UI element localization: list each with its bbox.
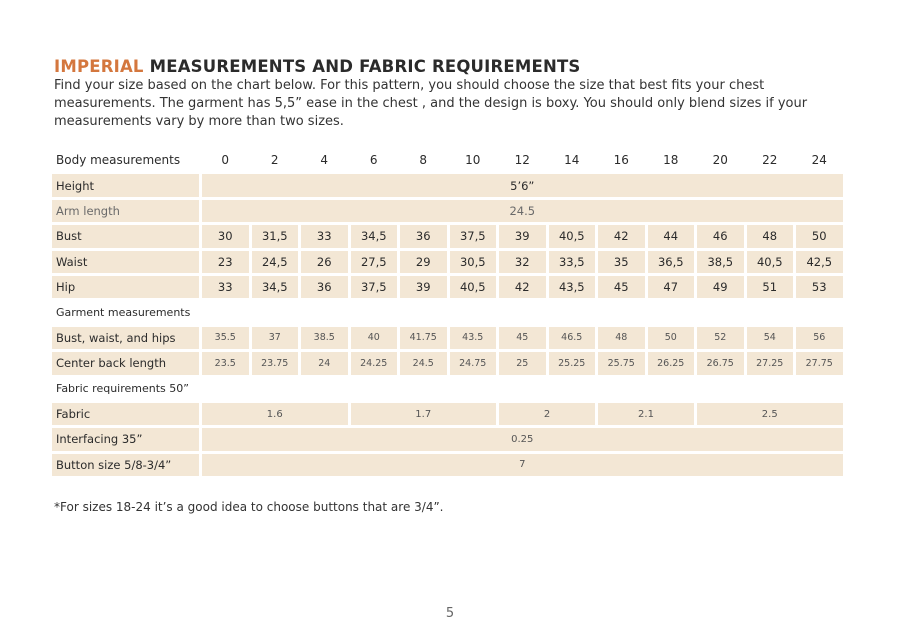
table-cell: 38.5 bbox=[301, 327, 348, 349]
section-heading-row bbox=[52, 378, 843, 400]
table-cell: 42 bbox=[598, 225, 645, 247]
table-cell: 54 bbox=[747, 327, 794, 349]
table-cell: 37 bbox=[252, 327, 299, 349]
table-cell: 49 bbox=[697, 276, 744, 298]
table-cell: 0.25 bbox=[202, 428, 843, 450]
row-label: Height bbox=[52, 174, 199, 196]
row-label: Center back length bbox=[52, 352, 199, 374]
table-cell: 42,5 bbox=[796, 251, 843, 273]
size-header: 24 bbox=[811, 153, 827, 168]
table-cell: 25.25 bbox=[549, 352, 596, 374]
table-cell: 31,5 bbox=[252, 225, 299, 247]
table-cell: 40,5 bbox=[450, 276, 497, 298]
table-cell: 42 bbox=[499, 276, 546, 298]
table-cell: 40,5 bbox=[747, 251, 794, 273]
size-header: 6 bbox=[369, 153, 378, 168]
size-header: 4 bbox=[320, 153, 329, 168]
table-cell: 23.75 bbox=[252, 352, 299, 374]
table-cell: 24.25 bbox=[351, 352, 398, 374]
table-cell: 27.75 bbox=[796, 352, 843, 374]
table-cell: 37,5 bbox=[351, 276, 398, 298]
size-header: 14 bbox=[564, 153, 580, 168]
title-accent: IMPERIAL bbox=[54, 57, 144, 76]
table-cell: 1.6 bbox=[202, 403, 348, 425]
header-label: Body measurements bbox=[56, 153, 181, 168]
button-size-row bbox=[52, 454, 843, 476]
table-cell: 24.5 bbox=[400, 352, 447, 374]
table-cell: 50 bbox=[648, 327, 695, 349]
table-cell: 33 bbox=[301, 225, 348, 247]
table-cell: 39 bbox=[400, 276, 447, 298]
page-number: 5 bbox=[445, 606, 455, 621]
table-cell: 34,5 bbox=[252, 276, 299, 298]
table-cell: 40,5 bbox=[549, 225, 596, 247]
table-cell: 52 bbox=[697, 327, 744, 349]
table-cell: 43,5 bbox=[549, 276, 596, 298]
table-cell: 27.25 bbox=[747, 352, 794, 374]
size-header: 10 bbox=[465, 153, 481, 168]
table-cell: 45 bbox=[598, 276, 645, 298]
table-cell: 2.5 bbox=[697, 403, 843, 425]
size-header: 8 bbox=[419, 153, 428, 168]
table-cell: 41.75 bbox=[400, 327, 447, 349]
table-cell: 47 bbox=[648, 276, 695, 298]
table-cell: 36 bbox=[301, 276, 348, 298]
row-label: Bust bbox=[52, 225, 199, 247]
table-cell: 35.5 bbox=[202, 327, 249, 349]
intro-line: measurements vary by more than two sizes. bbox=[54, 114, 344, 129]
size-header: 18 bbox=[663, 153, 679, 168]
table-cell: 50 bbox=[796, 225, 843, 247]
height-row bbox=[52, 174, 843, 196]
table-cell: 7 bbox=[202, 454, 843, 476]
center-back-row bbox=[52, 352, 843, 374]
table-cell: 40 bbox=[351, 327, 398, 349]
table-cell: 44 bbox=[648, 225, 695, 247]
table-cell: 24,5 bbox=[252, 251, 299, 273]
garment-bust-row bbox=[52, 327, 843, 349]
fabric-row bbox=[52, 403, 843, 425]
table-cell: 25.75 bbox=[598, 352, 645, 374]
table-cell: 24 bbox=[301, 352, 348, 374]
table-cell: 53 bbox=[796, 276, 843, 298]
table-cell: 23.5 bbox=[202, 352, 249, 374]
interfacing-row bbox=[52, 428, 843, 450]
table-cell: 1.7 bbox=[351, 403, 497, 425]
arm-length-row bbox=[52, 200, 843, 222]
table-cell: 48 bbox=[598, 327, 645, 349]
section-heading: Fabric requirements 50” bbox=[56, 382, 189, 396]
table-cell: 32 bbox=[499, 251, 546, 273]
table-cell: 25 bbox=[499, 352, 546, 374]
table-cell: 26.25 bbox=[648, 352, 695, 374]
section-heading-row bbox=[52, 301, 843, 323]
table-cell: 46.5 bbox=[549, 327, 596, 349]
row-label: Hip bbox=[52, 276, 199, 298]
page-title bbox=[54, 57, 581, 76]
table-cell: 29 bbox=[400, 251, 447, 273]
section-heading: Garment measurements bbox=[56, 306, 191, 320]
size-header: 16 bbox=[613, 153, 629, 168]
table-cell: 51 bbox=[747, 276, 794, 298]
table-cell: 2.1 bbox=[598, 403, 694, 425]
table-cell: 39 bbox=[499, 225, 546, 247]
row-label: Bust, waist, and hips bbox=[52, 327, 199, 349]
title-rest: MEASUREMENTS AND FABRIC REQUIREMENTS bbox=[143, 57, 581, 76]
table-cell: 45 bbox=[499, 327, 546, 349]
intro-text bbox=[54, 77, 854, 131]
table-cell: 27,5 bbox=[351, 251, 398, 273]
footnote: *For sizes 18-24 it’s a good idea to choose buttons that are 3/4”. bbox=[54, 500, 444, 514]
table-cell: 34,5 bbox=[351, 225, 398, 247]
waist-row bbox=[52, 251, 843, 273]
table-cell: 33,5 bbox=[549, 251, 596, 273]
table-cell: 23 bbox=[202, 251, 249, 273]
intro-line: measurements. The garment has 5,5” ease in the chest , and the design is boxy. You should only blend sizes if your bbox=[54, 96, 808, 111]
table-cell: 37,5 bbox=[450, 225, 497, 247]
size-header: 2 bbox=[270, 153, 279, 168]
table-cell: 43.5 bbox=[450, 327, 497, 349]
size-header: 0 bbox=[221, 153, 230, 168]
table-cell: 33 bbox=[202, 276, 249, 298]
table-cell: 26 bbox=[301, 251, 348, 273]
hip-row bbox=[52, 276, 843, 298]
table-cell: 2 bbox=[499, 403, 595, 425]
table-cell: 24.75 bbox=[450, 352, 497, 374]
table-cell: 30,5 bbox=[450, 251, 497, 273]
size-header: 22 bbox=[762, 153, 778, 168]
table-cell: 30 bbox=[202, 225, 249, 247]
size-header: 12 bbox=[514, 153, 530, 168]
table-cell: 5’6” bbox=[202, 174, 843, 196]
table-cell: 26.75 bbox=[697, 352, 744, 374]
row-label: Fabric bbox=[52, 403, 199, 425]
table-cell: 46 bbox=[697, 225, 744, 247]
table-cell: 56 bbox=[796, 327, 843, 349]
table-cell: 38,5 bbox=[697, 251, 744, 273]
table-cell: 35 bbox=[598, 251, 645, 273]
measurements-table bbox=[49, 146, 846, 479]
bust-row bbox=[52, 225, 843, 247]
size-header: 20 bbox=[712, 153, 728, 168]
table-cell: 36,5 bbox=[648, 251, 695, 273]
row-label: Waist bbox=[52, 251, 199, 273]
row-label: Arm length bbox=[52, 200, 199, 222]
table-cell: 24.5 bbox=[202, 200, 843, 222]
row-label: Button size 5/8-3/4” bbox=[52, 454, 199, 476]
row-label: Interfacing 35” bbox=[52, 428, 199, 450]
table-cell: 48 bbox=[747, 225, 794, 247]
table-cell: 36 bbox=[400, 225, 447, 247]
header-row bbox=[52, 149, 843, 171]
intro-line: Find your size based on the chart below. For this pattern, you should choose the size that best fits your chest bbox=[54, 78, 765, 93]
